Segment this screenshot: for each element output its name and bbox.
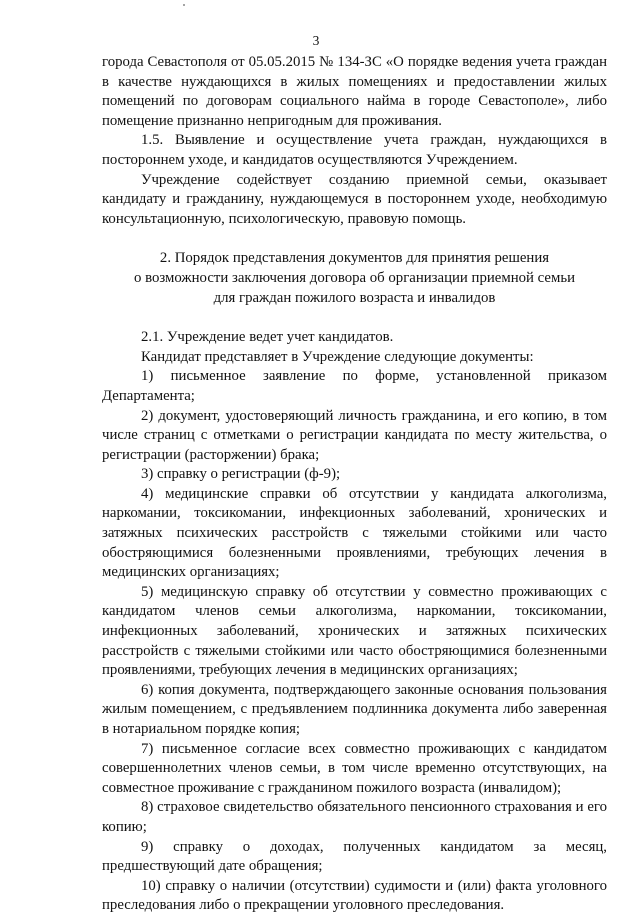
list-item-3: 3) справку о регистрации (ф-9); [141, 466, 341, 483]
list-item-9: 9) справку о доходах, полученных кандидатом за месяц, предшествующий дате обращения; [102, 838, 607, 875]
section-2-title [102, 249, 607, 308]
document-body [102, 53, 607, 916]
section-title-line-3: для граждан пожилого возраста и инвалидов [213, 289, 496, 306]
list-item-10: 10) справку о наличии (отсутствии) судимости и (или) факта уголовного преследования либо о прекращении уголовного преследования. [102, 877, 607, 914]
list-item-2: 2) документ, удостоверяющий личность гражданина, и его копию, в том числе страниц с отметками о регистрации кандидата по месту жительства, о регистрации (расторжении) брака; [102, 407, 607, 463]
paragraph-law-reference: города Севастополя от 05.05.2015 № 134-ЗС «О порядке ведения учета граждан в качестве нуждающихся в жилых помещениях и предоставлении жилых помещений по договорам социального найма в городе Севастополе», либо помещение признанно непригодным для проживания. [102, 54, 607, 129]
list-item-7: 7) письменное согласие всех совместно проживающих с кандидатом совершеннолетних членов семьи, в том числе временно отсутствующих, на совместное проживание с гражданином пожилого возраста (инвалидом); [102, 740, 607, 796]
page-number: 3 [312, 33, 320, 48]
list-item-4: 4) медицинские справки об отсутствии у кандидата алкоголизма, наркомании, токсикомании, инфекционных заболеваний, хронических и затяжных психических расстройств с тяжелыми стойкими или часто обостряющимися болезненными проявлениями, требующих лечения в медицинских организациях; [102, 485, 607, 581]
list-item-5: 5) медицинскую справку об отсутствии у совместно проживающих с кандидатом членов семьи алкоголизма, наркомании, токсикомании, инфекционных заболеваний, хронических и затяжных психических расстройств с тяжелыми стойкими или часто обостряющимися болезненными проявлениями, требующих лечения в медицинских организациях; [102, 583, 607, 679]
paragraph-2-1: 2.1. Учреждение ведет учет кандидатов. [141, 329, 394, 346]
section-title-line-2: о возможности заключения договора об организации приемной семьи [134, 269, 575, 286]
paragraph-1-5: 1.5. Выявление и осуществление учета граждан, нуждающихся в постороннем уходе, и кандидатов осуществляются Учреждением. [102, 132, 607, 168]
list-item-8: 8) страховое свидетельство обязательного пенсионного страхования и его копию; [102, 799, 607, 835]
section-title-line-1: 2. Порядок представления документов для принятия решения [159, 250, 550, 267]
scan-speck [183, 4, 185, 6]
documents-intro: Кандидат представляет в Учреждение следующие документы: [141, 348, 534, 365]
paragraph-assistance: Учреждение содействует созданию приемной семьи, оказывает кандидату и гражданину, нуждающемуся в постороннем уходе, необходимую консультационную, психологическую, правовую помощь. [102, 171, 607, 227]
list-item-1: 1) письменное заявление по форме, установленной приказом Департамента; [102, 368, 607, 404]
list-item-6: 6) копия документа, подтверждающего законные основания пользования жилым помещением, с предъявлением подлинника документа либо заверенная в нотариальном порядке копия; [102, 681, 607, 737]
